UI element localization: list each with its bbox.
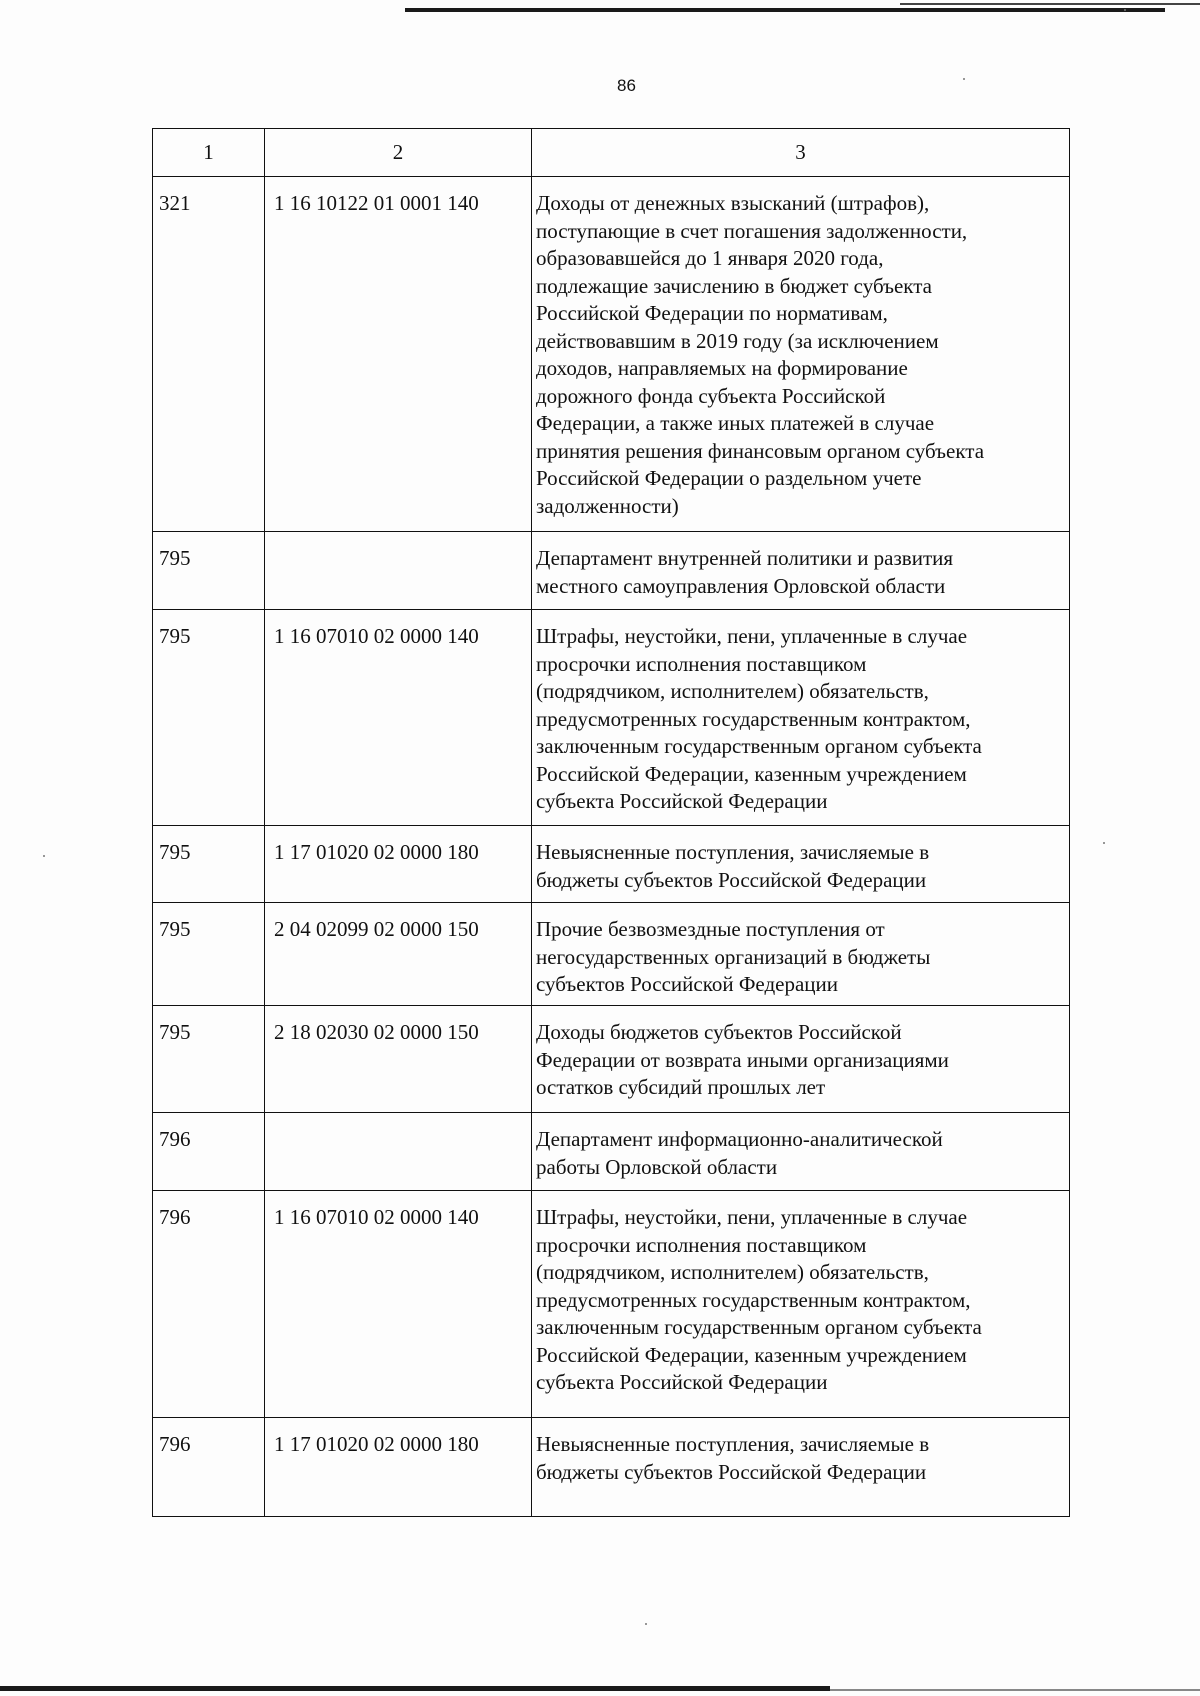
scan-speck [645,1623,647,1625]
admin-code-cell: 795 [153,903,265,1006]
description-line: принятия решения финансовым органом субъекта [536,438,985,463]
description-line: субъекта Российской Федерации [536,789,828,813]
column-header-1: 1 [153,129,265,177]
description-line: Российской Федерации о раздельном учете [536,466,922,490]
scan-speck [963,78,965,80]
description-line: бюджеты субъектов Российской Федерации [536,1459,927,1484]
description-line: Доходы бюджетов субъектов Российской [536,1020,902,1044]
description-cell [532,1191,1070,1418]
admin-code-cell: 796 [153,1113,265,1191]
description-line: просрочки исполнения поставщиком [536,651,867,676]
description-cell [532,177,1070,532]
admin-code-cell: 321 [153,177,265,532]
description-line: задолженности) [536,493,679,518]
table-row [153,532,1070,610]
description-line: Российской Федерации по нормативам, [536,301,888,325]
description-line: (подрядчиком, исполнителем) обязательств, [536,1260,929,1284]
description-line: заключенным государственным органом субъекта [536,1315,982,1339]
budget-code-cell: 2 18 02030 02 0000 150 [265,1006,532,1113]
budget-code-cell: 1 17 01020 02 0000 180 [265,826,532,903]
table-row [153,610,1070,826]
budget-codes-table [152,128,1070,1517]
scan-edge-top [405,8,1165,12]
description-line: предусмотренных государственным контрактом, [536,706,971,731]
description-line: субъекта Российской Федерации [536,1370,828,1394]
column-header-3: 3 [532,129,1070,177]
description-line: поступающие в счет погашения задолженности, [536,218,968,243]
scan-edge-bottom [0,1686,830,1691]
table-row [153,826,1070,903]
description-cell [532,532,1070,610]
description-line: дорожного фонда субъекта Российской [536,383,886,408]
description-cell [532,1113,1070,1191]
admin-code-cell: 795 [153,532,265,610]
budget-code-cell: 1 16 07010 02 0000 140 [265,610,532,826]
description-line: Федерации, а также иных платежей в случае [536,411,935,435]
description-cell [532,610,1070,826]
admin-code-cell: 795 [153,826,265,903]
budget-code-cell: 1 17 01020 02 0000 180 [265,1418,532,1517]
description-line: просрочки исполнения поставщиком [536,1232,867,1257]
budget-code-cell: 2 04 02099 02 0000 150 [265,903,532,1006]
description-line: предусмотренных государственным контрактом, [536,1287,971,1312]
description-line: подлежащие зачислению в бюджет субъекта [536,273,932,298]
admin-code-cell: 796 [153,1191,265,1418]
column-header-2: 2 [265,129,532,177]
page-number: 86 [617,76,636,95]
budget-code-cell: 1 16 10122 01 0001 140 [265,177,532,532]
budget-code-cell [265,532,532,610]
description-line: Невыясненные поступления, зачисляемые в [536,840,930,864]
budget-code-cell [265,1113,532,1191]
description-line: работы Орловской области [536,1154,778,1179]
scan-speck [1124,9,1126,11]
description-line: местного самоуправления Орловской области [536,573,946,598]
scan-speck [1103,842,1105,844]
description-line: Штрафы, неустойки, пени, уплаченные в случае [536,624,968,648]
description-line: бюджеты субъектов Российской Федерации [536,867,927,892]
table-row [153,1113,1070,1191]
description-line: остатков субсидий прошлых лет [536,1075,826,1099]
scan-edge-top-thin [900,3,1200,5]
description-line: Департамент информационно-аналитической [536,1127,943,1151]
table-row [153,1006,1070,1113]
admin-code-cell: 796 [153,1418,265,1517]
scan-speck [43,855,45,857]
description-line: негосударственных организаций в бюджеты [536,944,931,969]
description-line: (подрядчиком, исполнителем) обязательств, [536,679,929,703]
description-cell [532,1006,1070,1113]
budget-code-cell: 1 16 07010 02 0000 140 [265,1191,532,1418]
description-line: Прочие безвозмездные поступления от [536,917,885,941]
admin-code-cell: 795 [153,610,265,826]
description-line: субъектов Российской Федерации [536,972,839,996]
description-line: Штрафы, неустойки, пени, уплаченные в случае [536,1205,968,1229]
description-cell [532,903,1070,1006]
description-line: Федерации от возврата иными организациями [536,1047,949,1072]
description-line: образовавшейся до 1 января 2020 года, [536,246,884,270]
description-line: действовавшим в 2019 году (за исключением [536,328,939,353]
scan-edge-bottom-thin [830,1689,1200,1691]
description-cell [532,826,1070,903]
table-row [153,903,1070,1006]
description-cell [532,1418,1070,1517]
table-row [153,1418,1070,1517]
table-header-row [153,129,1070,177]
description-line: Российской Федерации, казенным учреждением [536,1342,967,1367]
description-line: доходов, направляемых на формирование [536,356,908,380]
description-line: Невыясненные поступления, зачисляемые в [536,1432,930,1456]
table-row [153,1191,1070,1418]
description-line: заключенным государственным органом субъекта [536,734,982,758]
description-line: Департамент внутренней политики и развития [536,546,954,570]
description-line: Российской Федерации, казенным учреждением [536,761,967,786]
admin-code-cell: 795 [153,1006,265,1113]
table-row [153,177,1070,532]
description-line: Доходы от денежных взысканий (штрафов), [536,191,930,215]
